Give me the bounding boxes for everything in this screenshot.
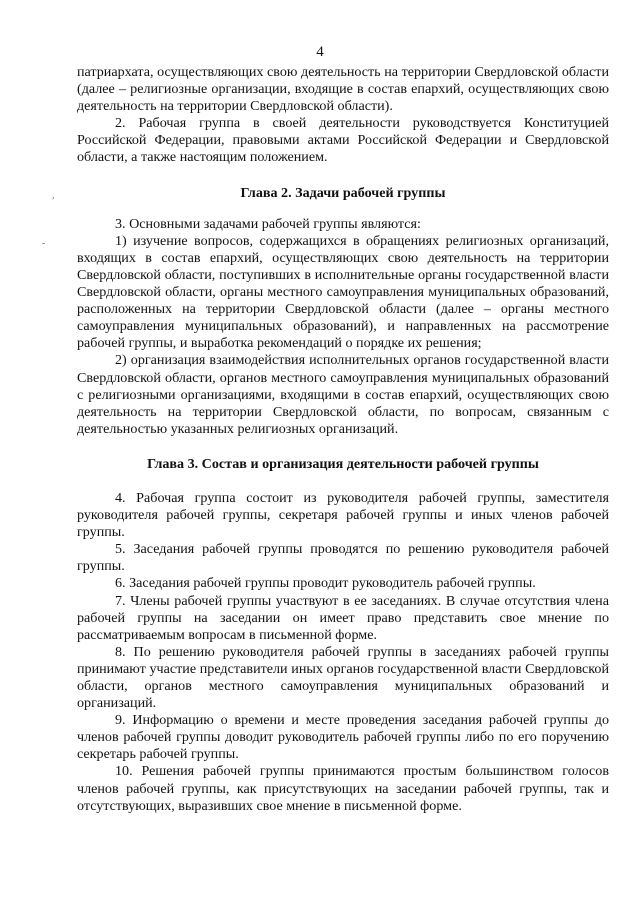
paragraph-3-item-1: 1) изучение вопросов, содержащихся в обращениях религиозных организаций, входящих в состав епархий, осуществляющих свою деятельность на территории Свердловской области, поступивших в исполнительные органы государственной власти Свердловской области, органы местного самоуправления муниципальных образований, расположенных на территории Свердловской области (далее – органы местного самоуправления муниципальных образований), и направленных на рассмотрение рабочей группы, и выработка рекомендаций о порядке их решения; xyxy=(77,232,609,352)
paragraph-continuation: патриархата, осуществляющих свою деятельность на территории Свердловской области (далее – религиозные организации, входящие в состав епархий, осуществляющих свою деятельность на территории Свердловской области). xyxy=(77,64,609,115)
paragraph-7: 7. Члены рабочей группы участвуют в ее заседаниях. В случае отсутствия члена рабочей группы на заседании он имеет право представить свое мнение по рассматриваемым вопросам в письменной форме. xyxy=(77,592,609,643)
page-number: 4 xyxy=(316,44,324,60)
chapter-2-heading: Глава 2. Задачи рабочей группы xyxy=(240,184,446,201)
document-body xyxy=(77,64,609,815)
paragraph-10: 10. Решения рабочей группы принимаются простым большинством голосов членов рабочей группы, как присутствующих на заседании рабочей группы, так и отсутствующих, выразивших свое мнение в письменной форме. xyxy=(77,763,609,814)
paragraph-8: 8. По решению руководителя рабочей группы в заседаниях рабочей группы принимают участие представители иных органов государственной власти Свердловской области, органов местного самоуправления муниципальных образований и организаций. xyxy=(77,643,609,712)
paragraph-6: 6. Заседания рабочей группы проводит руководитель рабочей группы. xyxy=(115,575,536,592)
paragraph-5: 5. Заседания рабочей группы проводятся по решению руководителя рабочей группы. xyxy=(77,541,609,575)
paragraph-2: 2. Рабочая группа в своей деятельности руководствуется Конституцией Российской Федерации, правовыми актами Российской Федерации и Свердловской области, а также настоящим положением. xyxy=(77,115,609,166)
chapter-3-heading: Глава 3. Состав и организация деятельности рабочей группы xyxy=(147,455,539,472)
paragraph-3-item-2: 2) организация взаимодействия исполнительных органов государственной власти Свердловской области, органов местного самоуправления муниципальных образований с религиозными организациями, входящими в состав епархий, осуществляющих свою деятельность на территории Свердловской области, по вопросам, связанным с деятельностью указанных религиозных организаций. xyxy=(77,352,609,437)
paragraph-3: 3. Основными задачами рабочей группы являются: xyxy=(115,215,421,232)
margin-mark: - xyxy=(42,238,46,249)
margin-mark: , xyxy=(52,190,55,201)
paragraph-9: 9. Информацию о времени и месте проведения заседания рабочей группы до членов рабочей группы доводит руководитель рабочей группы либо по его поручению секретарь рабочей группы. xyxy=(77,712,609,763)
paragraph-4: 4. Рабочая группа состоит из руководителя рабочей группы, заместителя руководителя рабочей группы, секретаря рабочей группы и иных членов рабочей группы. xyxy=(77,489,609,541)
